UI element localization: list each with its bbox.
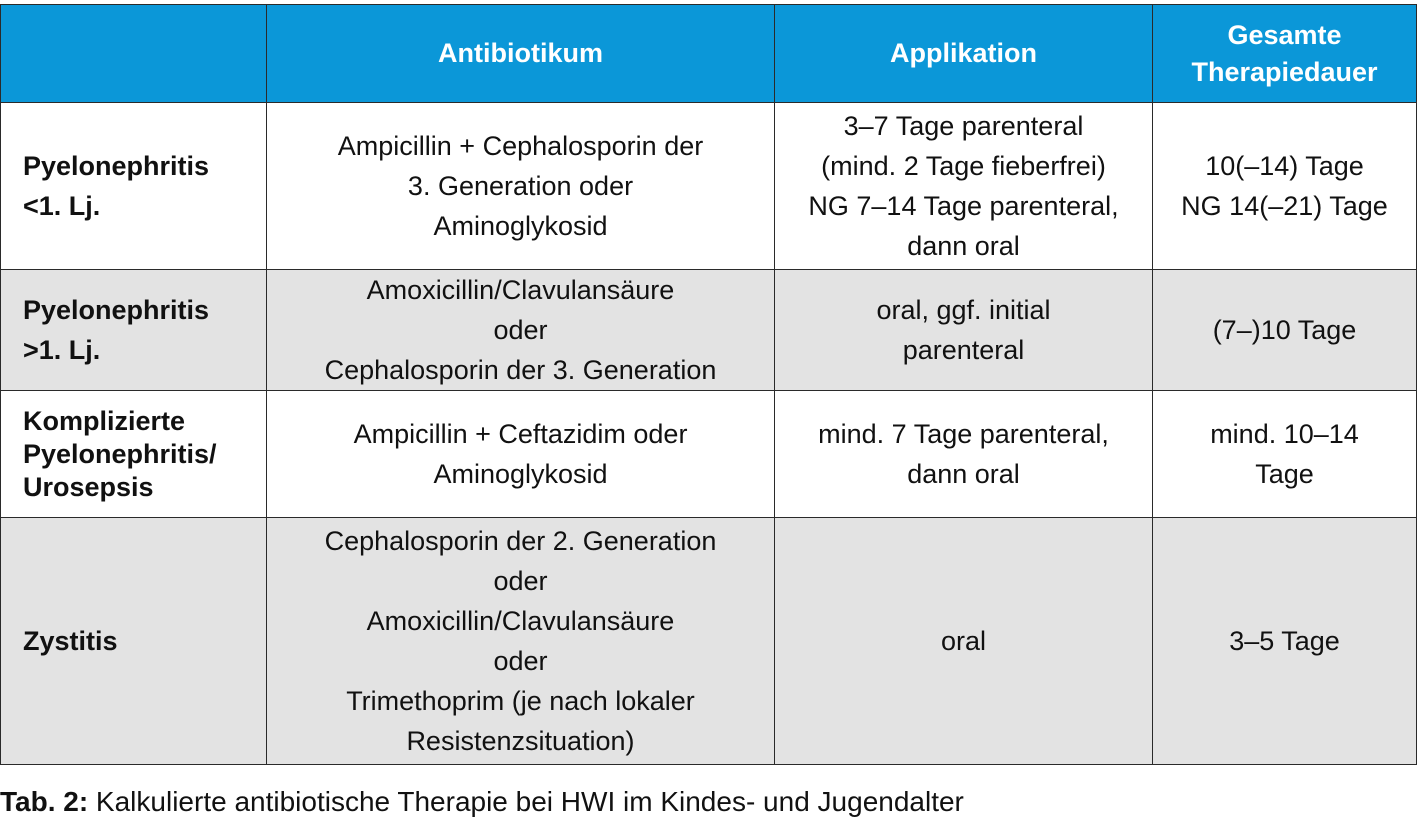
applikation-line: parenteral [902,335,1025,365]
therapiedauer-cell [1153,103,1417,270]
applikation-line: oral [940,626,987,656]
antibiotikum-line: Trimethoprim (je nach lokaler [346,686,695,716]
applikation-line: NG 7–14 Tage parenteral, [808,191,1119,221]
antibiotikum-line: Ampicillin + Ceftazidim oder [353,419,688,449]
applikation-line: mind. 7 Tage parenteral, [818,419,1109,449]
row-label-cell [1,270,267,391]
therapiedauer-line: 3–5 Tage [1229,626,1340,656]
header-applikation: Applikation [775,5,1153,103]
antibiotikum-line: Ampicillin + Cephalosporin der [337,131,704,161]
header-therapiedauer-line: Gesamte [1227,19,1342,50]
therapiedauer-cell [1153,391,1417,518]
applikation-line: dann oral [907,231,1020,261]
antibiotikum-line: Aminoglykosid [433,459,608,489]
antibiotikum-line: oder [493,646,548,676]
row-label-cell [1,518,267,765]
antibiotic-therapy-table [0,4,1417,765]
applikation-cell [775,518,1153,765]
antibiotikum-line: oder [493,566,548,596]
row-label-line: >1. Lj. [23,335,101,365]
applikation-line: (mind. 2 Tage fieberfrei) [821,151,1106,181]
applikation-line: dann oral [907,459,1020,489]
header-therapiedauer-line: Therapiedauer [1191,56,1378,87]
antibiotikum-cell [267,391,775,518]
row-label-line: <1. Lj. [23,191,101,221]
therapy-table-container [0,4,1417,765]
table-row [1,270,1417,391]
applikation-line: 3–7 Tage parenteral [843,111,1084,141]
row-label-line: Pyelonephritis/ [23,438,217,469]
applikation-cell [775,391,1153,518]
row-label-line: Zystitis [23,626,118,656]
therapiedauer-line: (7–)10 Tage [1212,315,1357,345]
antibiotikum-line: Aminoglykosid [433,211,608,241]
applikation-cell [775,270,1153,391]
table-row [1,518,1417,765]
applikation-line: oral, ggf. initial [876,295,1051,325]
row-label-cell [1,103,267,270]
antibiotikum-cell [267,270,775,391]
therapiedauer-line: NG 14(–21) Tage [1181,191,1388,221]
therapiedauer-cell [1153,270,1417,391]
therapiedauer-cell [1153,518,1417,765]
antibiotikum-line: Resistenzsituation) [406,726,635,756]
table-caption [0,784,964,820]
row-label-line: Urosepsis [23,471,154,502]
row-label-line: Komplizierte [23,405,186,436]
table-header-row [1,5,1417,103]
applikation-cell [775,103,1153,270]
caption-text: Kalkulierte antibiotische Therapie bei HWI im Kindes- und Jugendalter [88,786,964,817]
header-corner-cell [1,5,267,103]
table-row [1,391,1417,518]
antibiotikum-cell [267,518,775,765]
antibiotikum-line: Cephalosporin der 2. Generation [324,526,717,556]
table-row [1,103,1417,270]
header-antibiotikum: Antibiotikum [267,5,775,103]
therapiedauer-line: mind. 10–14 [1210,419,1359,449]
caption-label: Tab. 2: [0,786,89,817]
antibiotikum-cell [267,103,775,270]
antibiotikum-line: Cephalosporin der 3. Generation [324,355,717,385]
row-label-line: Pyelonephritis [23,151,210,181]
therapiedauer-line: 10(–14) Tage [1205,151,1364,181]
row-label-cell [1,391,267,518]
header-therapiedauer [1153,5,1417,103]
antibiotikum-line: oder [493,315,548,345]
antibiotikum-line: Amoxicillin/Clavulansäure [366,275,675,305]
row-label-line: Pyelonephritis [23,295,210,325]
antibiotikum-line: 3. Generation oder [407,171,634,201]
therapiedauer-line: Tage [1255,459,1314,489]
antibiotikum-line: Amoxicillin/Clavulansäure [366,606,675,636]
